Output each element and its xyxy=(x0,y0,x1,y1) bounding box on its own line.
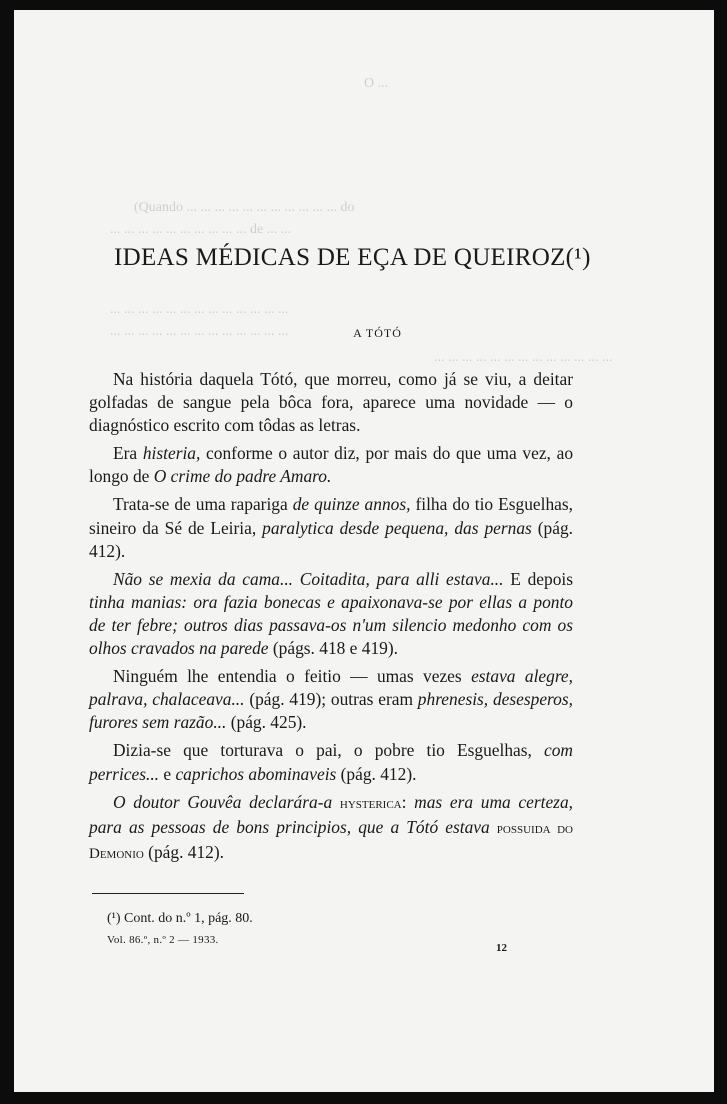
paragraph-text: (pág. 412). xyxy=(336,763,417,784)
paragraph-text: conforme o autor diz, por mais do que uma vez, ao longo de xyxy=(89,443,574,487)
italic-text: com perrices... xyxy=(89,740,573,784)
body-paragraph xyxy=(89,739,573,785)
bleed-through-text: ... ... ... ... ... ... ... ... ... ... ... ... ... xyxy=(434,350,613,365)
italic-text: paralytica desde pequena, das pernas xyxy=(262,517,532,538)
paragraph-text: Era xyxy=(113,443,143,464)
paragraph-text: (pág. 412). xyxy=(143,841,224,862)
footnote: (¹) Cont. do n.º 1, pág. 80. xyxy=(107,911,253,926)
section-subtitle: A TÓTÓ xyxy=(353,326,402,340)
body-paragraph xyxy=(89,568,573,660)
body-paragraph xyxy=(89,791,573,866)
italic-text: tinha manias: ora fazia bonecas e apaixonava-se por ellas a ponto de ter febre; outros dias passava-os n'um silencio medonho com os olhos cravados na parede xyxy=(89,591,573,659)
italic-text: histeria, xyxy=(142,443,201,464)
paragraph-text: (págs. 418 e 419). xyxy=(268,638,398,659)
paragraph-text: Dizia-se que torturava o pai, o pobre tio Esguelhas, xyxy=(113,740,545,761)
small-caps-text: possuida do Demonio xyxy=(89,820,573,862)
italic-text: mas era uma certeza, para as pessoas de bons principios, que a Tótó estava xyxy=(89,791,573,837)
body-paragraph xyxy=(89,442,573,488)
bleed-through-text: O ... xyxy=(364,76,389,91)
bleed-through-text: ... ... ... ... ... ... ... ... ... ... ... ... ... xyxy=(110,324,289,339)
footnote-divider xyxy=(92,893,244,894)
italic-text: Não se mexia da cama... Coitadita, para alli estava... xyxy=(113,568,504,589)
paragraph-text: Na história daquela Tótó, que morreu, como já se viu, a deitar golfadas de sangue pela bôca fora, aparece uma novidade — o diagnóstico escrito com tôdas as letras. xyxy=(89,369,573,436)
italic-text: estava alegre, palrava, chalaceava... xyxy=(89,666,574,710)
bleed-through-text: ... ... ... ... ... ... ... ... ... ... ... ... ... xyxy=(110,302,289,317)
italic-text: O doutor Gouvêa declarára-a xyxy=(113,791,340,812)
article-body xyxy=(89,368,573,871)
volume-line: Vol. 86.º, n.º 2 — 1933. xyxy=(107,934,219,946)
paragraph-text: (pág. 412). xyxy=(89,517,573,561)
paragraph-text: : xyxy=(401,791,415,812)
article-title xyxy=(114,244,594,272)
paragraph-text: Ninguém lhe entendia o feitio — umas vezes xyxy=(113,666,472,687)
small-caps-text: hysterica xyxy=(339,795,402,812)
bleed-through-text: (Quando ... ... ... ... ... ... ... ... ... ... ... do xyxy=(134,200,355,215)
body-paragraph xyxy=(89,665,573,734)
title-footnote-ref: (¹) xyxy=(565,244,591,271)
paragraph-text: E depois xyxy=(503,568,574,589)
paragraph-text: Trata-se de uma rapariga xyxy=(113,494,293,515)
italic-text: phrenesis, desesperos, furores sem razão... xyxy=(89,689,573,733)
body-paragraph xyxy=(89,493,573,562)
paragraph-text: (pág. 419); outras eram xyxy=(244,689,418,710)
paragraph-text: filha do tio Esguelhas, sineiro da Sé de Leiria, xyxy=(89,494,573,538)
italic-text: O crime do padre Amaro. xyxy=(153,466,332,487)
italic-text: de quinze annos, xyxy=(292,494,411,515)
paragraph-text: (pág. 425). xyxy=(226,712,307,733)
bleed-through-text: ... ... ... ... ... ... ... ... ... ... de ... ... xyxy=(110,222,292,237)
italic-text: caprichos abominaveis xyxy=(175,763,337,784)
page-number: 12 xyxy=(496,942,507,954)
body-paragraph xyxy=(89,368,573,437)
title-text: IDEAS MÉDICAS DE EÇA DE QUEIROZ xyxy=(114,244,566,271)
paragraph-text: e xyxy=(159,763,176,784)
